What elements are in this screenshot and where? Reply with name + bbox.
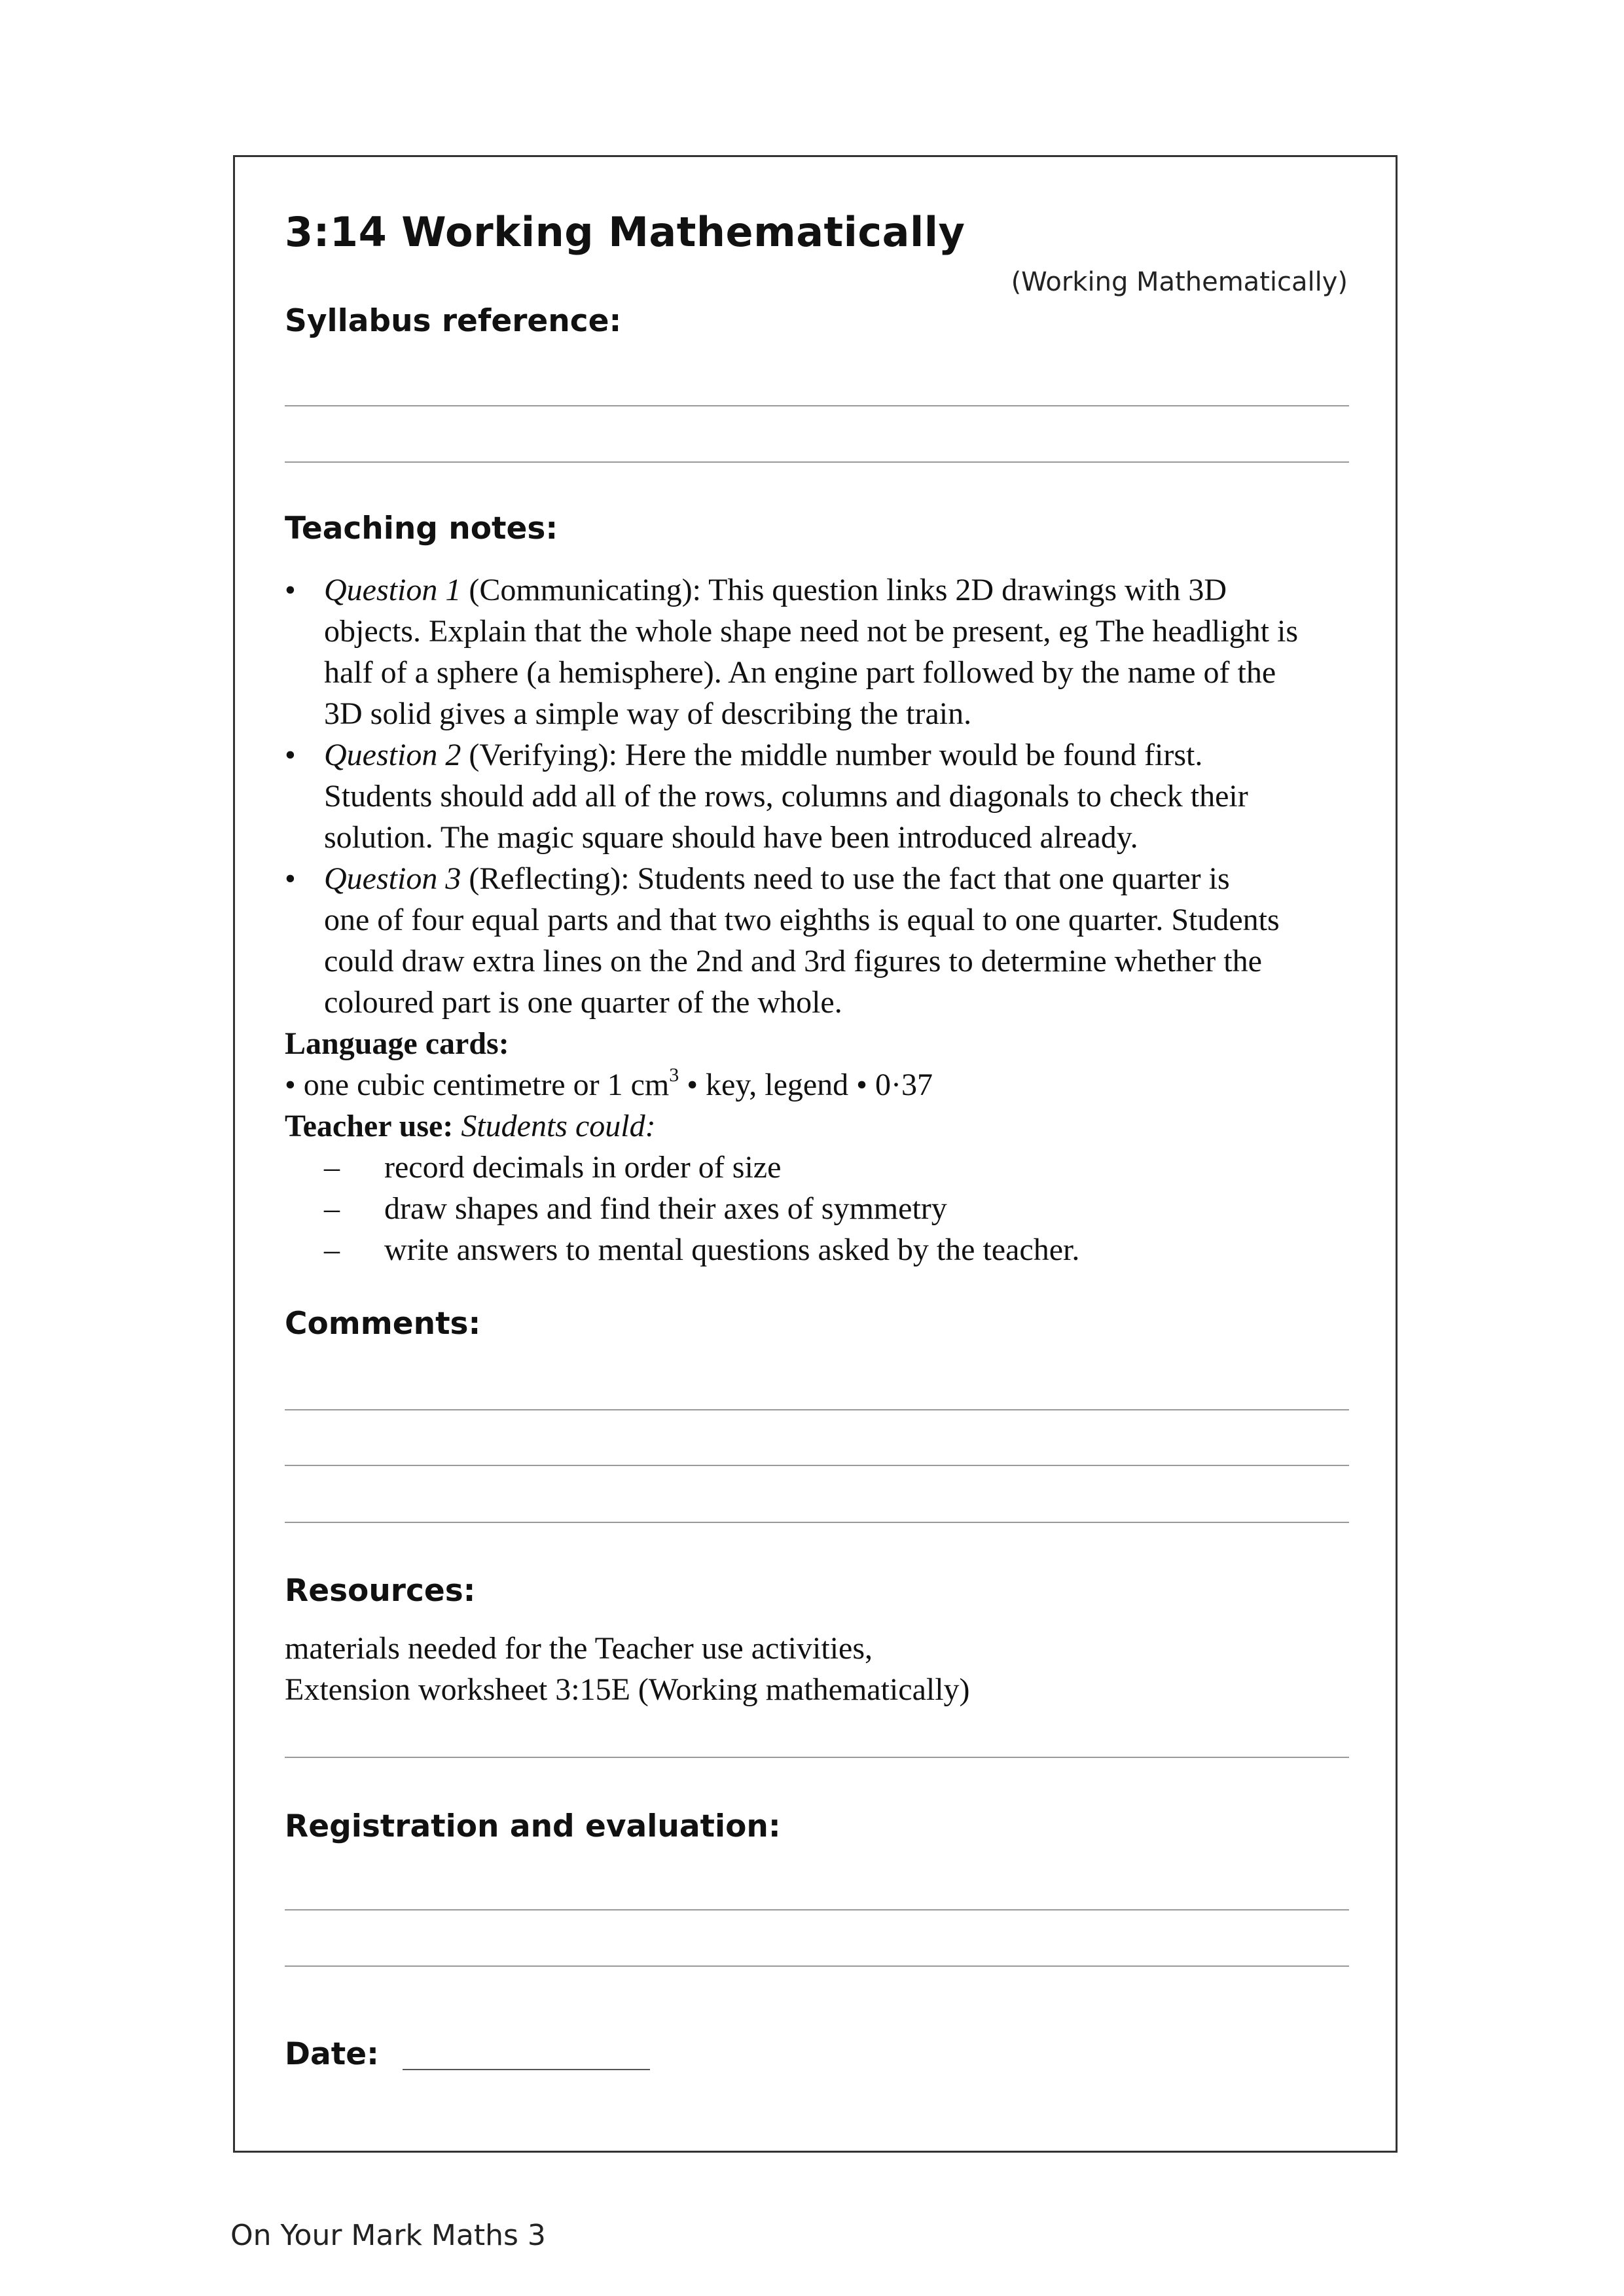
strand-label: (Working Mathematically) xyxy=(1011,267,1348,297)
dash-marker: – xyxy=(324,1150,340,1185)
teacher-use-item xyxy=(285,1147,1358,1188)
teaching-note-question-3 xyxy=(285,858,1358,1023)
resources-line: materials needed for the Teacher use activities, xyxy=(285,1631,873,1666)
resources-line: Extension worksheet 3:15E (Working mathematically) xyxy=(285,1672,970,1707)
resources-heading: Resources: xyxy=(285,1573,476,1609)
note-line: (Verifying): Here the middle number would be found first. xyxy=(461,738,1203,772)
syllabus-write-line-2 xyxy=(285,461,1349,463)
syllabus-write-line-1 xyxy=(285,405,1349,406)
superscript: 3 xyxy=(669,1064,679,1086)
note-line: objects. Explain that the whole shape need not be present, eg The headlight is xyxy=(324,614,1299,649)
resources-text xyxy=(285,1628,970,1710)
language-card-item: • one cubic centimetre or 1 cm xyxy=(285,1067,670,1102)
bullet-icon: • xyxy=(285,738,296,772)
registration-write-line-2 xyxy=(285,1965,1349,1967)
note-line: coloured part is one quarter of the whole. xyxy=(324,985,842,1020)
teacher-use-lead: Students could: xyxy=(453,1109,656,1143)
comments-heading: Comments: xyxy=(285,1306,481,1342)
bullet-icon: • xyxy=(285,573,296,607)
teacher-use-heading: Teacher use: xyxy=(285,1109,454,1143)
teacher-use-text: write answers to mental questions asked by the teacher. xyxy=(384,1232,1080,1267)
language-cards-heading: Language cards: xyxy=(285,1026,509,1061)
comments-write-line-2 xyxy=(285,1465,1349,1466)
teacher-use-line xyxy=(285,1105,1358,1147)
teaching-notes-list xyxy=(285,569,1358,1270)
comments-write-line-1 xyxy=(285,1409,1349,1410)
dash-marker: – xyxy=(324,1232,340,1267)
note-line: one of four equal parts and that two eighths is equal to one quarter. Students xyxy=(324,903,1280,937)
note-line: (Communicating): This question links 2D drawings with 3D xyxy=(461,573,1227,607)
language-card-item: • key, legend • 0·37 xyxy=(679,1067,933,1102)
date-write-line xyxy=(403,2069,650,2070)
note-line: half of a sphere (a hemisphere). An engine part followed by the name of the xyxy=(324,655,1276,690)
question-label: Question 1 xyxy=(324,573,461,607)
teacher-use-item xyxy=(285,1229,1358,1270)
footer-book-title: On Your Mark Maths 3 xyxy=(230,2219,546,2252)
note-line: solution. The magic square should have been introduced already. xyxy=(324,820,1138,855)
note-line: 3D solid gives a simple way of describing the train. xyxy=(324,696,972,731)
language-cards-items xyxy=(285,1064,1358,1105)
syllabus-reference-heading: Syllabus reference: xyxy=(285,303,622,339)
note-line: could draw extra lines on the 2nd and 3rd figures to determine whether the xyxy=(324,944,1262,978)
teacher-use-text: draw shapes and find their axes of symmetry xyxy=(384,1191,947,1226)
teacher-use-item xyxy=(285,1188,1358,1229)
question-label: Question 2 xyxy=(324,738,461,772)
teaching-note-question-2 xyxy=(285,734,1358,858)
date-label: Date: xyxy=(285,2036,379,2072)
resources-write-line xyxy=(285,1757,1349,1758)
teaching-note-question-1 xyxy=(285,569,1358,734)
question-label: Question 3 xyxy=(324,861,461,896)
note-line: (Reflecting): Students need to use the fact that one quarter is xyxy=(461,861,1230,896)
bullet-icon: • xyxy=(285,861,296,896)
registration-write-line-1 xyxy=(285,1909,1349,1910)
dash-marker: – xyxy=(324,1191,340,1226)
teacher-use-text: record decimals in order of size xyxy=(384,1150,782,1185)
registration-evaluation-heading: Registration and evaluation: xyxy=(285,1808,781,1844)
page-title: 3:14 Working Mathematically xyxy=(285,208,965,256)
note-line: Students should add all of the rows, columns and diagonals to check their xyxy=(324,779,1248,814)
teaching-notes-heading: Teaching notes: xyxy=(285,511,558,547)
comments-write-line-3 xyxy=(285,1522,1349,1523)
